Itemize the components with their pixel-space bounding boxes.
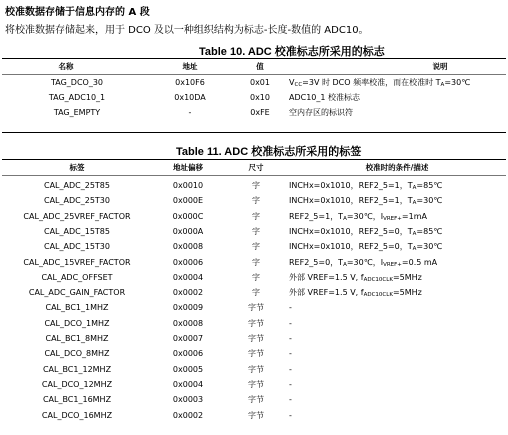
table11-label-cell: CAL_BC1_8MHZ — [45, 334, 109, 343]
table11-size-cell: 字 — [252, 288, 260, 298]
table11-label-cell: CAL_ADC_OFFSET — [41, 272, 113, 282]
table11-condition-cell: - — [289, 364, 292, 374]
table11-offset-cell: 0x000A — [172, 226, 204, 236]
table11-offset-cell: 0x0008 — [172, 318, 204, 328]
table11-header-rule — [2, 175, 506, 176]
table11-label-cell: CAL_ADC_25VREF_FACTOR — [23, 211, 131, 221]
table11-label-cell: CAL_DCO_16MHZ — [41, 410, 113, 420]
table10-header-cell: 名称 — [58, 62, 74, 71]
table10-desc-cell: 空内存区的标识符 — [289, 108, 353, 117]
table11-offset-cell: 0x0002 — [172, 288, 204, 298]
table11-caption: Table 11. ADC 校准标志所采用的标签 — [176, 146, 362, 158]
table11-condition-cell: INCHx=0x1010，REF2_5=1，$T_A=85℃$ — [289, 181, 443, 191]
table11-size-cell: 字节 — [248, 364, 264, 374]
table11-label-cell: CAL_ADC_GAIN_FACTOR — [28, 288, 126, 298]
table10-top-rule — [2, 58, 506, 59]
table11-offset-cell: 0x0004 — [172, 272, 204, 282]
table11-header-cell: 尺寸 — [248, 163, 264, 172]
table11-offset-cell: 0x0006 — [172, 349, 204, 359]
table10-address-cell: - — [188, 108, 192, 117]
table10-name-cell: TAG_ADC10_1 — [48, 93, 106, 102]
table11-label-cell: CAL_ADC_25T30 — [44, 196, 110, 206]
table10-bottom-rule — [2, 132, 506, 133]
table11-condition-cell: INCHx=0x1010，REF2_5=0，$T_A=30℃$ — [289, 242, 443, 253]
table10-caption: Table 10. ADC 校准标志所采用的标志 — [199, 46, 385, 58]
table11-offset-cell: 0x0006 — [172, 257, 204, 267]
table11-label-cell: CAL_DCO_8MHZ — [44, 349, 110, 359]
table11-label-cell: CAL_DCO_12MHZ — [41, 379, 113, 389]
table11-header-cell: 校准时的条件/描述 — [365, 163, 429, 172]
table11-offset-cell: 0x0002 — [172, 410, 204, 420]
section-heading: 校准数据存储于信息内存的 A 段 — [5, 7, 150, 18]
table10-desc-cell: ADC10_1 校准标志 — [289, 93, 361, 102]
table11-condition-cell: 外部 VREF=1.5 V, $f_{ADC10CLK}=5MHz$ — [289, 288, 422, 299]
table11-condition-cell: - — [289, 349, 292, 359]
table11-offset-cell: 0x0003 — [172, 395, 204, 405]
table11-condition-cell: - — [289, 395, 292, 405]
table11-size-cell: 字节 — [248, 334, 264, 343]
table11-size-cell: 字 — [252, 226, 260, 236]
table11-condition-cell: - — [289, 410, 292, 420]
table11-label-cell: CAL_BC1_12MHZ — [42, 364, 112, 374]
table11-condition-cell: - — [289, 303, 292, 313]
table11-size-cell: 字节 — [248, 379, 264, 389]
table11-size-cell: 字节 — [248, 395, 264, 405]
table11-size-cell: 字节 — [248, 410, 264, 420]
table11-offset-cell: 0x0005 — [172, 364, 204, 374]
table11-condition-cell: - — [289, 379, 292, 389]
table11-condition-cell: - — [289, 334, 292, 343]
table11-label-cell: CAL_ADC_15T85 — [44, 226, 110, 236]
table11-size-cell: 字节 — [248, 349, 264, 359]
table10-name-cell: TAG_EMPTY — [53, 108, 101, 117]
table10-header-rule — [2, 74, 506, 75]
table11-offset-cell: 0x0004 — [172, 379, 204, 389]
table10-desc-cell: $V_{CC}=3V$ 时 DCO 频率校准，而在校准时 $T_A=30℃$ — [289, 78, 471, 88]
table10-header-cell: 值 — [256, 62, 264, 71]
table11-header-cell: 地址偏移 — [173, 163, 203, 172]
table11-condition-cell: - — [289, 318, 292, 328]
table10-value-cell: 0x01 — [249, 78, 270, 87]
intro-paragraph: 将校准数据存储起来，用于 DCO 及以一种组织结构为标志-长度-数值的 ADC10。 — [5, 25, 369, 36]
table11-size-cell: 字 — [252, 257, 260, 267]
table10-address-cell: 0x10DA — [174, 93, 206, 102]
table11-size-cell: 字 — [252, 181, 260, 190]
table10-header-cell: 地址 — [182, 62, 198, 71]
table11-header-cell: 标签 — [69, 163, 85, 172]
table11-label-cell: CAL_DCO_1MHZ — [44, 318, 110, 328]
table11-condition-cell: INCHx=0x1010，REF2_5=1，$T_A=30℃$ — [289, 196, 443, 207]
table11-size-cell: 字节 — [248, 318, 264, 328]
table11-label-cell: CAL_BC1_1MHZ — [45, 303, 109, 313]
table11-condition-cell: REF2_5=1，$T_A=30℃$，$I_{VREF+}=1mA$ — [289, 211, 427, 222]
table11-label-cell: CAL_ADC_25T85 — [44, 181, 110, 190]
table11-size-cell: 字 — [252, 242, 260, 252]
table11-offset-cell: 0x0010 — [172, 181, 204, 190]
table11-condition-cell: 外部 VREF=1.5 V, $f_{ADC10CLK}=5MHz$ — [289, 272, 422, 283]
table10-value-cell: 0x10 — [249, 93, 270, 102]
table11-label-cell: CAL_ADC_15VREF_FACTOR — [23, 257, 131, 267]
table11-offset-cell: 0x0007 — [172, 334, 204, 343]
table11-condition-cell: INCHx=0x1010，REF2_5=0，$T_A=85℃$ — [289, 226, 443, 237]
table10-header-cell: 说明 — [432, 62, 448, 71]
table11-top-rule — [2, 159, 506, 160]
table11-condition-cell: REF2_5=0，$T_A=30℃$，$I_{VREF+}=0.5$ mA — [289, 257, 438, 268]
table11-offset-cell: 0x000C — [172, 211, 204, 221]
table11-label-cell: CAL_ADC_15T30 — [44, 242, 110, 252]
table11-offset-cell: 0x000E — [172, 196, 204, 206]
table11-label-cell: CAL_BC1_16MHZ — [42, 395, 112, 405]
table10-name-cell: TAG_DCO_30 — [50, 78, 104, 87]
table11-size-cell: 字 — [252, 272, 260, 282]
table11-offset-cell: 0x0008 — [172, 242, 204, 252]
table11-size-cell: 字 — [252, 196, 260, 206]
table11-size-cell: 字 — [252, 211, 260, 221]
table11-size-cell: 字节 — [248, 303, 264, 313]
table10-address-cell: 0x10F6 — [175, 78, 205, 87]
table10-value-cell: 0xFE — [250, 108, 270, 117]
table11-offset-cell: 0x0009 — [172, 303, 204, 313]
